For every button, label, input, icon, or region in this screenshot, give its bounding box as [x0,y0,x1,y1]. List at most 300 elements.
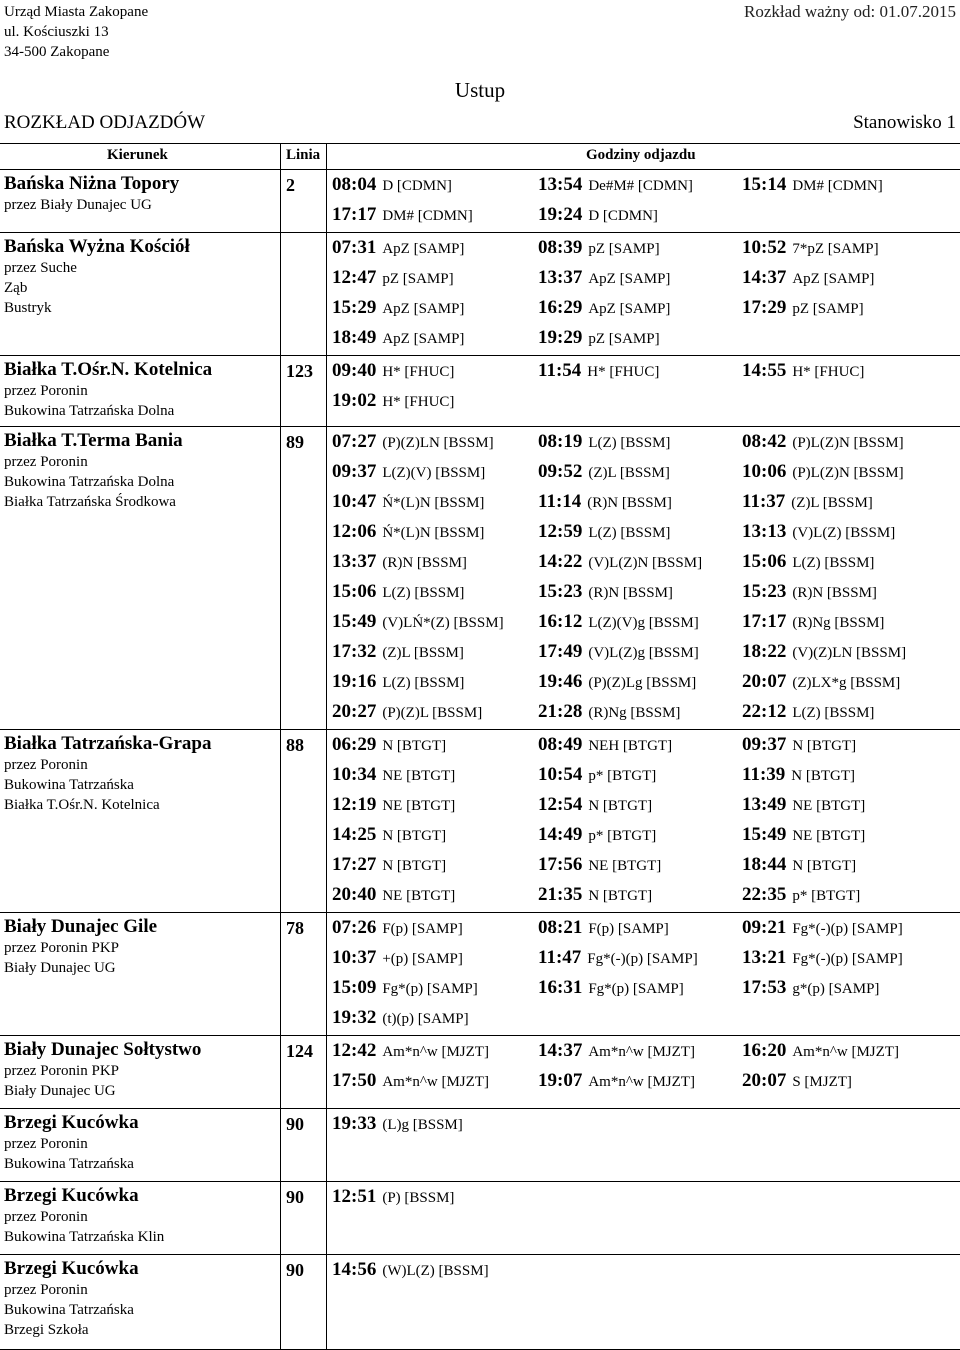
departure-code: (Z)L [BSSM] [382,645,464,661]
departure-time: 15:49 [742,824,787,845]
departure-time: 08:04 [332,174,377,195]
departure [742,947,903,969]
departure-times [332,170,960,230]
departure [538,267,670,289]
departure [538,671,696,693]
departure [332,1113,463,1135]
departure-code: ApZ [SAMP] [382,301,465,317]
destination-name: Brzegi Kucówka [4,1185,139,1206]
departure-time: 15:23 [742,581,787,602]
departure-time: 17:17 [742,611,787,632]
via-stop: przez Poronin [4,1136,88,1152]
route-block [0,730,960,913]
departure [742,977,879,999]
departure-time: 14:37 [538,1040,583,1061]
office-street: ul. Kościuszki 13 [4,24,109,40]
destination-name: Białka T.Ośr.N. Kotelnica [4,359,213,380]
column-header-times: Godziny odjazdu [586,147,696,163]
time-row [332,457,960,487]
departure [538,461,670,483]
via-stop: Bukowina Tatrzańska Dolna [4,474,175,490]
departure [332,884,455,906]
departure-times [332,913,960,1033]
via-stop: Bustryk [4,300,52,316]
departure-time: 15:14 [742,174,787,195]
departure-time: 13:13 [742,521,787,542]
departure [538,174,693,196]
departure [742,237,879,259]
departure-time: 13:21 [742,947,787,968]
via-stop: przez Poronin [4,454,88,470]
departure-time: 15:29 [332,297,377,318]
departure-code: (V)LŃ*(Z) [BSSM] [382,615,504,631]
route-block [0,356,960,427]
departure-code: N [BTGT] [382,828,447,844]
destination-name: Białka Tatrzańska-Grapa [4,733,212,754]
departure [742,521,895,543]
route-block [0,233,960,356]
departure [742,764,855,786]
departure-code: ApZ [SAMP] [588,301,671,317]
office-city: 34-500 Zakopane [4,44,110,60]
departure [742,431,904,453]
departure [742,581,877,603]
time-row [332,973,960,1003]
departure-code: H* [FHUC] [792,364,865,380]
departure-time: 19:32 [332,1007,377,1028]
via-stop: Bukowina Tatrzańska [4,1156,134,1172]
departure [538,734,672,756]
departure-time: 14:22 [538,551,583,572]
departure-code: N [BTGT] [382,738,447,754]
departure-time: 20:07 [742,1070,787,1091]
departure-time: 12:54 [538,794,583,815]
departure-time: 19:02 [332,390,377,411]
via-stop: przez Poronin [4,1209,88,1225]
departure-code: H* [FHUC] [587,364,660,380]
time-row [332,1182,960,1212]
departure-time: 17:17 [332,204,377,225]
departure-time: 16:31 [538,977,583,998]
departure [332,977,478,999]
departure-times [332,1109,960,1139]
time-row [332,1003,960,1033]
stand-label: Stanowisko 1 [853,112,956,133]
destination-name: Brzegi Kucówka [4,1112,139,1133]
departure [538,824,656,846]
line-number: 90 [286,1260,304,1280]
time-row [332,323,960,353]
departure-code: ApZ [SAMP] [792,271,875,287]
destination-name: Biały Dunajec Sołtystwo [4,1039,202,1060]
departure [742,641,906,663]
time-row [332,760,960,790]
departure [538,641,699,663]
departure-code: (V)(Z)LN [BSSM] [792,645,907,661]
via-stop: przez Biały Dunajec UG [4,197,152,213]
departure-time: 22:35 [742,884,787,905]
via-stop: Brzegi Szkoła [4,1322,89,1338]
departure-time: 18:49 [332,327,377,348]
departure [538,297,670,319]
departure-time: 13:37 [332,551,377,572]
departure [332,764,455,786]
departure [538,794,652,816]
departure [332,611,504,633]
via-stop: przez Poronin PKP [4,940,119,956]
departure [538,521,670,543]
route-block [0,1182,960,1255]
route-direction [4,236,280,318]
time-row [332,517,960,547]
departure-time: 17:50 [332,1070,377,1091]
departure-code: N [BTGT] [792,738,857,754]
departure-code: p* [BTGT] [588,828,657,844]
departure-code: DM# [CDMN] [792,178,883,194]
departure-code: (P) [BSSM] [382,1190,455,1206]
departure-code: p* [BTGT] [588,768,657,784]
departure-code: (R)N [BSSM] [588,585,673,601]
departure-code: g*(p) [SAMP] [792,981,880,997]
departure-time: 11:14 [538,491,582,512]
departure-code: (R)N [BSSM] [587,495,672,511]
departure-time: 19:33 [332,1113,377,1134]
departure-time: 12:47 [332,267,377,288]
departure-code: Am*n^w [MJZT] [382,1074,489,1090]
departure [332,734,446,756]
via-stop: Bukowina Tatrzańska Dolna [4,403,175,419]
departure-code: 7*pZ [SAMP] [792,241,879,257]
departure [742,491,873,513]
departure [538,491,672,513]
time-row [332,427,960,457]
destination-name: Brzegi Kucówka [4,1258,139,1279]
departure-time: 16:12 [538,611,583,632]
departure-time: 13:37 [538,267,583,288]
departure-time: 14:25 [332,824,377,845]
departure-code: NE [BTGT] [382,768,456,784]
departure [332,701,482,723]
departure-code: L(Z) [BSSM] [382,585,465,601]
departure-time: 15:49 [332,611,377,632]
departure-time: 10:47 [332,491,377,512]
departure [538,551,702,573]
departure [332,671,464,693]
departure-time: 21:35 [538,884,583,905]
departure-times [332,233,960,353]
time-row [332,820,960,850]
departure-code: NEH [BTGT] [588,738,673,754]
time-row [332,667,960,697]
departure-times [332,356,960,416]
departure-time: 15:06 [742,551,787,572]
departure-code: N [BTGT] [792,858,857,874]
time-row [332,577,960,607]
departure [538,431,670,453]
departure-time: 08:42 [742,431,787,452]
departure [332,1186,454,1208]
route-direction [4,1258,280,1340]
route-block [0,1036,960,1109]
time-row [332,1066,960,1096]
departure [332,491,484,513]
via-stop: przez Poronin [4,757,88,773]
line-number: 78 [286,918,304,938]
departure-code: NE [BTGT] [588,858,662,874]
departure-time: 10:06 [742,461,787,482]
route-direction [4,430,280,512]
departure-code: (L)g [BSSM] [382,1117,463,1133]
departure-time: 07:27 [332,431,377,452]
route-block [0,170,960,233]
departure-code: L(Z) [BSSM] [588,435,671,451]
time-row [332,487,960,517]
departure [332,1040,489,1062]
departure [742,360,864,382]
route-block [0,427,960,730]
departure-code: Am*n^w [MJZT] [588,1074,695,1090]
time-row [332,1036,960,1066]
departure-time: 12:19 [332,794,377,815]
departure-time: 10:54 [538,764,583,785]
departure-time: 08:49 [538,734,583,755]
departure-code: N [BTGT] [791,768,856,784]
departure-code: pZ [SAMP] [382,271,454,287]
route-block [0,1255,960,1349]
departure-time: 10:37 [332,947,377,968]
departure-time: 14:37 [742,267,787,288]
departure [742,551,874,573]
via-stop: przez Suche [4,260,77,276]
departure-code: L(Z) [BSSM] [588,525,671,541]
departure-time: 17:53 [742,977,787,998]
departure-table [0,143,960,1350]
departure-time: 08:39 [538,237,583,258]
route-direction [4,1112,280,1174]
departure-time: 17:32 [332,641,377,662]
departure-time: 19:29 [538,327,583,348]
departure-code: Am*n^w [MJZT] [588,1044,695,1060]
departure-code: (W)L(Z) [BSSM] [382,1263,489,1279]
departure-code: H* [FHUC] [382,364,455,380]
departure-code: H* [FHUC] [382,394,455,410]
departure-code: Fg*(-)(p) [SAMP] [792,921,903,937]
departure-code: ApZ [SAMP] [382,241,465,257]
departure-code: ApZ [SAMP] [588,271,671,287]
departure [332,431,494,453]
time-row [332,1255,960,1285]
departure [332,267,454,289]
departure-code: (t)(p) [SAMP] [382,1011,469,1027]
departure-time: 14:56 [332,1259,377,1280]
departure-code: +(p) [SAMP] [382,951,463,967]
departure [742,794,865,816]
departure [332,581,464,603]
departure [332,947,463,969]
departure-code: D [CDMN] [382,178,452,194]
line-number: 124 [286,1041,313,1061]
departure-code: F(p) [SAMP] [588,921,669,937]
departure-time: 15:09 [332,977,377,998]
departure-time: 08:21 [538,917,583,938]
column-header-line: Linia [286,147,321,163]
departure [538,884,652,906]
departure-time: 11:37 [742,491,786,512]
time-row [332,233,960,263]
time-row [332,730,960,760]
departure-time: 12:51 [332,1186,377,1207]
departure-code: NE [BTGT] [382,888,456,904]
departure-time: 20:07 [742,671,787,692]
departure-code: ApZ [SAMP] [382,331,465,347]
route-direction [4,359,280,421]
departure-time: 17:56 [538,854,583,875]
departure-time: 22:12 [742,701,787,722]
departure-code: pZ [SAMP] [588,331,660,347]
departure-times [332,730,960,910]
time-row [332,697,960,727]
departure-code: Fg*(p) [SAMP] [382,981,478,997]
departure-time: 09:37 [742,734,787,755]
departure-time: 18:44 [742,854,787,875]
line-number: 89 [286,432,304,452]
departure-code: N [BTGT] [588,798,653,814]
departure-code: pZ [SAMP] [792,301,864,317]
departure [538,1040,695,1062]
departure [332,327,464,349]
departure [742,297,864,319]
departure-code: L(Z) [BSSM] [792,705,875,721]
departure [332,521,484,543]
departure-time: 17:27 [332,854,377,875]
departure-code: L(Z) [BSSM] [792,555,875,571]
departure-time: 11:47 [538,947,582,968]
departure-code: (P)(Z)LN [BSSM] [382,435,494,451]
via-stop: Białka Tatrzańska Środkowa [4,494,176,510]
departure-time: 07:31 [332,237,377,258]
departure-code: (R)Ng [BSSM] [792,615,885,631]
departure-time: 20:40 [332,884,377,905]
departure-time: 19:46 [538,671,583,692]
departure [538,611,699,633]
departure [332,551,467,573]
departure-code: (P)(Z)L [BSSM] [382,705,483,721]
departure-time: 09:52 [538,461,583,482]
departure [538,1070,695,1092]
departure [742,1070,852,1092]
departure-code: Am*n^w [MJZT] [382,1044,489,1060]
departure-code: NE [BTGT] [382,798,456,814]
departure-time: 19:16 [332,671,377,692]
departure-time: 06:29 [332,734,377,755]
departure-time: 12:42 [332,1040,377,1061]
departure-code: Ń*(L)N [BSSM] [382,525,485,541]
time-row [332,263,960,293]
time-row [332,850,960,880]
departure [742,461,904,483]
departure [538,360,659,382]
destination-name: Białka T.Terma Bania [4,430,183,451]
departure [538,947,698,969]
time-row [332,547,960,577]
departure [538,917,669,939]
departure [742,884,860,906]
departure [332,1259,489,1281]
stop-name: Ustup [454,78,506,102]
time-row [332,170,960,200]
valid-from: Rozkład ważny od: 01.07.2015 [744,2,956,21]
departure-time: 19:07 [538,1070,583,1091]
line-number: 2 [286,175,295,195]
departure [332,1070,489,1092]
departure-code: N [BTGT] [382,858,447,874]
time-row [332,943,960,973]
departure [332,824,446,846]
departure-time: 14:55 [742,360,787,381]
time-row [332,293,960,323]
time-row [332,790,960,820]
departure [538,237,660,259]
departure-time: 10:52 [742,237,787,258]
departure [538,701,680,723]
departure-time: 08:19 [538,431,583,452]
departure-code: Fg*(p) [SAMP] [588,981,684,997]
departure-time: 17:49 [538,641,583,662]
column-headers [0,144,960,170]
departure-code: N [BTGT] [588,888,653,904]
departure-code: Am*n^w [MJZT] [792,1044,899,1060]
destination-name: Biały Dunajec Gile [4,916,158,937]
departure-times [332,1182,960,1212]
departure [538,977,684,999]
departure-time: 19:24 [538,204,583,225]
via-stop: przez Poronin [4,383,88,399]
departure-code: (Z)L [BSSM] [588,465,670,481]
time-row [332,607,960,637]
via-stop: Bukowina Tatrzańska Klin [4,1229,165,1245]
departure-code: D [CDMN] [588,208,658,224]
departure-code: pZ [SAMP] [588,241,660,257]
departure [538,581,673,603]
route-block [0,1109,960,1182]
departure-code: (P)(Z)Lg [BSSM] [588,675,697,691]
departure-time: 16:20 [742,1040,787,1061]
departure-code: S [MJZT] [792,1074,852,1090]
departure-code: (Z)LX*g [BSSM] [792,675,901,691]
departure-code: NE [BTGT] [792,828,866,844]
time-row [332,637,960,667]
departure [332,297,464,319]
departure [332,174,452,196]
departure [332,641,464,663]
via-stop: przez Poronin PKP [4,1063,119,1079]
departure-times [332,427,960,727]
departure [538,764,656,786]
departure-code: DM# [CDMN] [382,208,473,224]
route-direction [4,173,280,215]
departure [332,461,485,483]
departure-code: (P)L(Z)N [BSSM] [792,435,904,451]
via-stop: Ząb [4,280,28,296]
departure [742,671,900,693]
time-row [332,1109,960,1139]
departure-code: (V)L(Z) [BSSM] [792,525,896,541]
departure-time: 21:28 [538,701,583,722]
departure-time: 12:06 [332,521,377,542]
destination-name: Bańska Wyżna Kościół [4,236,190,257]
column-header-direction: Kierunek [107,147,168,163]
departure [332,360,454,382]
